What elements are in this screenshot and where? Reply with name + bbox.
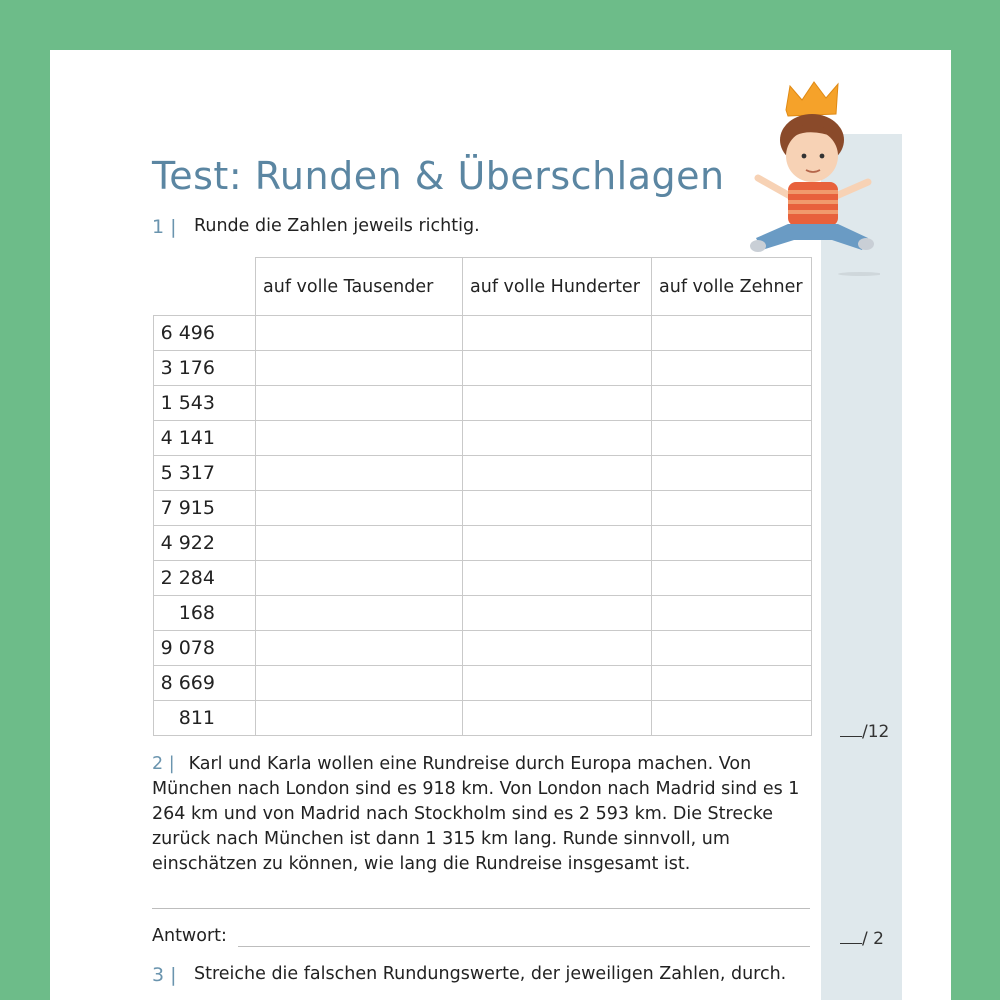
- answer-cell[interactable]: [463, 596, 652, 631]
- answer-cell[interactable]: [463, 666, 652, 701]
- task2-number: 2 |: [152, 754, 175, 774]
- answer-cell[interactable]: [256, 631, 463, 666]
- answer-cell[interactable]: [256, 701, 463, 736]
- answer-cell[interactable]: [463, 456, 652, 491]
- task2-paragraph: [152, 752, 822, 877]
- worksheet-page: [50, 50, 951, 1000]
- column-header-thousands: auf volle Tausender: [256, 258, 463, 316]
- rounding-table: [153, 257, 812, 736]
- answer-cell[interactable]: [256, 526, 463, 561]
- table-header-row: [154, 258, 812, 316]
- table-row: [154, 666, 812, 701]
- answer-cell[interactable]: [463, 526, 652, 561]
- column-header-hundreds: auf volle Hunderter: [463, 258, 652, 316]
- answer-cell[interactable]: [463, 561, 652, 596]
- answer-cell[interactable]: [652, 491, 812, 526]
- table-row: [154, 561, 812, 596]
- table-row: [154, 386, 812, 421]
- row-number: 811: [154, 701, 256, 736]
- table-row: [154, 316, 812, 351]
- answer-cell[interactable]: [652, 561, 812, 596]
- answer-cell[interactable]: [652, 526, 812, 561]
- column-header-tens: auf volle Zehner: [652, 258, 812, 316]
- table-row: [154, 421, 812, 456]
- task2-text: Karl und Karla wollen eine Rundreise durch Europa machen. Von München nach London sind es 918 km. Von London nach Madrid sind es 1 264 km und von Madrid nach Stockholm sind es 2 593 km. Die Strecke zurück nach München ist dann 1 315 km lang. Runde sinnvoll, um einschätzen zu können, wie lang die Rundreise insgesamt ist.: [152, 754, 800, 874]
- table-row: [154, 701, 812, 736]
- answer-cell[interactable]: [463, 316, 652, 351]
- answer-cell[interactable]: [652, 386, 812, 421]
- answer-cell[interactable]: [652, 316, 812, 351]
- answer-cell[interactable]: [256, 386, 463, 421]
- task1-score: /12: [840, 722, 889, 742]
- task3-instruction: Streiche die falschen Rundungswerte, der jeweiligen Zahlen, durch.: [194, 964, 787, 984]
- row-number: 7 915: [154, 491, 256, 526]
- answer-cell[interactable]: [652, 666, 812, 701]
- answer-cell[interactable]: [256, 491, 463, 526]
- row-number: 4 922: [154, 526, 256, 561]
- task2-score: / 2: [840, 929, 884, 949]
- answer-cell[interactable]: [463, 701, 652, 736]
- table-row: [154, 456, 812, 491]
- answer-cell[interactable]: [256, 316, 463, 351]
- answer-cell[interactable]: [652, 421, 812, 456]
- row-number: 6 496: [154, 316, 256, 351]
- row-number: 168: [154, 596, 256, 631]
- table-row: [154, 351, 812, 386]
- row-number: 1 543: [154, 386, 256, 421]
- row-number: 4 141: [154, 421, 256, 456]
- score-blank[interactable]: [840, 929, 862, 944]
- answer-cell[interactable]: [652, 631, 812, 666]
- task3-number: 3 |: [152, 964, 177, 986]
- answer-cell[interactable]: [652, 456, 812, 491]
- task1-number: 1 |: [152, 216, 177, 238]
- answer-line[interactable]: [238, 946, 810, 947]
- page-title: Test: Runden & Überschlagen: [152, 154, 725, 198]
- answer-label: Antwort:: [152, 926, 227, 946]
- row-number: 5 317: [154, 456, 256, 491]
- row-number: 9 078: [154, 631, 256, 666]
- table-row: [154, 631, 812, 666]
- table-row: [154, 491, 812, 526]
- answer-cell[interactable]: [256, 456, 463, 491]
- table-row: [154, 526, 812, 561]
- answer-cell[interactable]: [652, 351, 812, 386]
- task1-instruction: Runde die Zahlen jeweils richtig.: [194, 216, 480, 236]
- answer-cell[interactable]: [463, 351, 652, 386]
- row-number: 8 669: [154, 666, 256, 701]
- answer-cell[interactable]: [463, 421, 652, 456]
- row-number: 2 284: [154, 561, 256, 596]
- answer-cell[interactable]: [256, 666, 463, 701]
- answer-cell[interactable]: [256, 561, 463, 596]
- answer-cell[interactable]: [463, 386, 652, 421]
- answer-cell[interactable]: [256, 351, 463, 386]
- answer-cell[interactable]: [652, 596, 812, 631]
- answer-cell[interactable]: [256, 596, 463, 631]
- row-number: 3 176: [154, 351, 256, 386]
- answer-cell[interactable]: [256, 421, 463, 456]
- answer-cell[interactable]: [463, 631, 652, 666]
- answer-cell[interactable]: [463, 491, 652, 526]
- answer-line[interactable]: [152, 908, 810, 909]
- boy-with-crown-illustration: [740, 78, 880, 278]
- score-blank[interactable]: [840, 722, 862, 737]
- answer-cell[interactable]: [652, 701, 812, 736]
- table-row: [154, 596, 812, 631]
